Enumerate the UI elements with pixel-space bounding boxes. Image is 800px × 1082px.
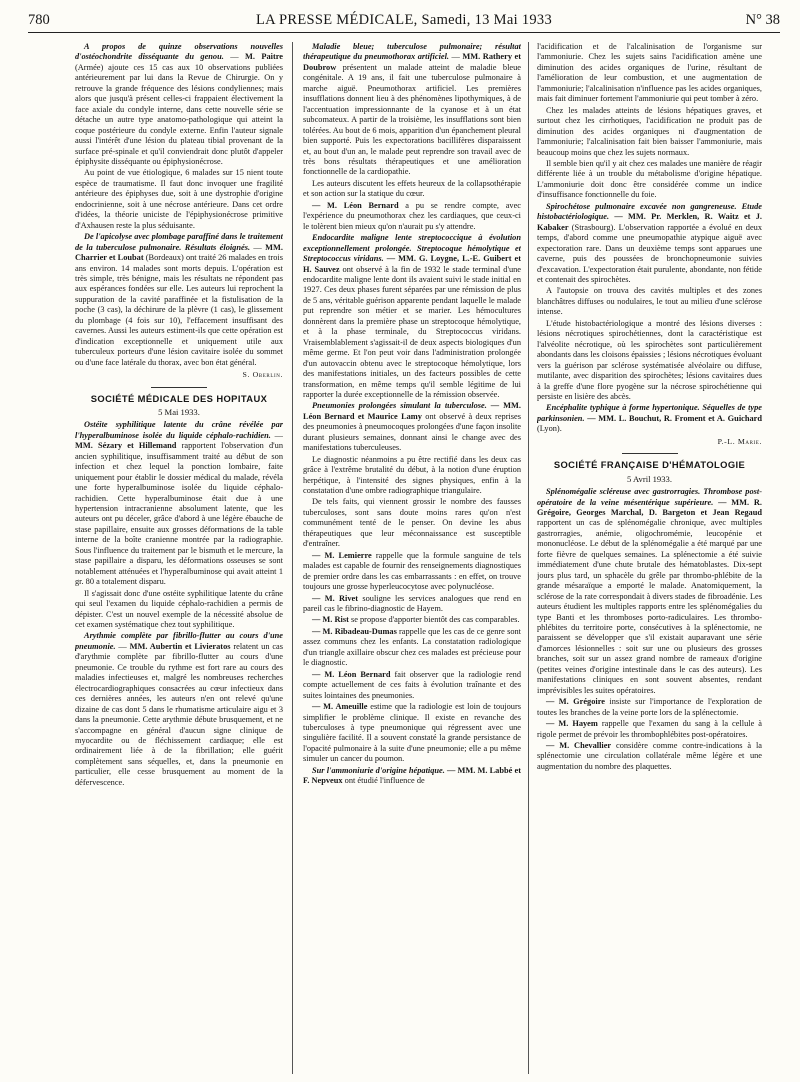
section-rule <box>622 453 678 454</box>
article-author: MM. Charrier et Loubat <box>75 242 283 263</box>
article-title: Splénomégalie scléreuse avec gastrorragies. Thrombose post-opératoire de la veine mésentérique supérieure. <box>537 487 762 507</box>
section-date: 5 Avril 1933. <box>627 473 672 484</box>
article-text: rapportent l'observation d'un ancien syphilitique, insuffisamment traité au début de son infection et chez lequel la ponction lombaire, faite uniquement pour établir le dossier médical du malade, révéla une forte hyperalbuminose isolée du liquide céphalo-rachidien. Cette hyperalbuminose était due à une hypertension intracranienne absolument latente, que les auteurs ont pu déceler, grâce d'abord à une légère ébauche de stase papillaire, ensuite aux grosses déformations de la table interne de la boîte cranienne montrée par la radiographie. Sous l'influence du traitement par le bismuth et le mercure, la stase papillaire a disparu, les déformations osseuses se sont notablement atténuées et l'hyperalbuminose qui avait atteint 1 gr. 80 a totalement disparu. <box>75 441 283 587</box>
article-paragraph: Arythmie complète par fibrillo-flutter au cours d'une pneumonie. — MM. Aubertin et Livieratos relatent un cas d'arythmie complète par fibrillo-flutter au cours d'une pneumonie. Ce trouble du rythme est fort rare au cours des maladies infectieuses et, malgré les nombreuses recherches électrocardiographiques consacrées au cœur infectieux dans ces dernières années, les auteurs n'en ont relevé qu'une dizaine de cas dont 5 dans le rhumatisme articulaire aigu et 3 dans la pneumonie. Cette arythmie débute brusquement, et ne s'accompagne en général d'aucun signe clinique de myocardite ou de fléchissement cardiaque; elle est ordinairement liée à de la fibrillation; elle guérit complètement sans séquelles, et, dans la pneumonie en particulier, elle cesse brusquement au moment de la défervescence. <box>75 631 283 787</box>
section-date: 5 Mai 1933. <box>158 406 200 417</box>
article-text: considère comme contre-indications à la splénectomie une circulation collatérale même légère et une augmentation du nombre des plaquettes. <box>537 741 762 771</box>
article-paragraph <box>537 202 762 286</box>
article-author: MM. Aubertin et Livieratos <box>129 641 231 651</box>
article-author: MM. Sézary et Hillemand <box>75 441 177 451</box>
article-text: souligne les services analogues que rend en pareil cas le fibrino-diagnostic de Hayem. <box>303 593 521 614</box>
column-divider-1 <box>292 42 293 1074</box>
article-text: estime que la radiologie est loin de toujours simplifier le problème clinique. Il existe en revanche des tuberculoses à type pneumonique qui régressent avec une singulière facilité. Il a souvent constaté la grande persistance de l'opacité pulmonaire à la suite d'une pneumonie; elle a pu même simuler un cancer du poumon. <box>303 702 521 764</box>
article-paragraph <box>303 594 521 615</box>
article-paragraph <box>303 766 521 787</box>
article-paragraph <box>303 615 521 625</box>
article-author: — MM. Pr. Merklen, R. Waitz et J. Kabaker <box>537 212 762 232</box>
article-paragraph: Le diagnostic néanmoins a pu être rectifié dans les deux cas grâce à l'extrême brutalité du début, à la notion d'une éruption herpétique, à l'intensité des signes physiques, enfin à la constatation d'une ombre radiographique triangulaire. <box>303 454 521 496</box>
article-text: ont observé à deux reprises des pneumonies à pneumocoques prolongées d'une façon insolite durant plusieurs semaines, donnant ainsi le change avec des manifestations tuberculeuses. <box>303 411 521 453</box>
article-author: — M. Hayem <box>546 719 598 729</box>
article-paragraph: Les auteurs discutent les effets heureux de la collapsothérapie et son action sur la statique du cœur. <box>303 178 521 199</box>
article-text: rapportent un cas de splénomégalie chronique, avec multiples gastrorragies, anémie, oligochromémie, leucopénie et mononucléose. Le début de la splénomégalie a été marqué par une forte fièvre de quelques semaines. La splénectomie a été suivie immédiatement d'une chute brutale des hématoblastes. Dix-sept jours plus tard, un sphacèle du grêle par thrombo-phlébite de la grande mésaraïque a emporté le malade. Anatomiquement, la sclérose de la rate correspondait à divers stades de fibroadénie. Les auteurs étudient les multiples rapports entre les splénomégalies du type Banti et les thromboses porto-radiculaires. Les thrombo-phlébites du territoire porte, consécutives à la splénectomie, ne paraissent se développer que s'il existait auparavant une série d'amorces lésionnelles : soit sur une ou plusieurs des grosses branches, soit sur un assez grand nombre de rameaux d'origine (petites veines d'origine intestinale dans le cas des auteurs). Les manifestations cliniques en sont souvent absentes, rendant imprévisibles les suites opératoires. <box>537 518 762 695</box>
article-author: — MM. G. Loygne, L.-E. Guibert et H. Sauvez <box>303 254 521 274</box>
section-rule <box>151 387 207 388</box>
article-paragraph: l'acidification et de l'alcalinisation de l'organisme sur l'ammoniurie. Chez les sujets sains l'acidification amène une diminution des acides organiques de l'urine, résultant de l'amélioration de leur combustion, et une augmentation de l'ammoniurie; l'alcalinisation n'influence pas les acides organiques, mais fait diminuer fortement l'ammoniurie qui peut tomber à zéro. <box>537 42 762 104</box>
article-paragraph: L'étude histobactériologique a montré des lésions diverses : lésions nécrotiques spirochétiennes, dont la caractéristique est l'alvéolite nécrotique, où les spirochètes sont particulièrement abondants dans les cloisons épaissies ; lésions nécrotiques évoluant vers la guérison par sclérose systématisée alvéolaire ou diffuse, mutilante, avec disparition des spirochètes; lésions cavitaires dues à la greffe d'une flore pyogène sur la nécrose spirochétienne qui persiste en lisière des abcès. <box>537 318 762 401</box>
article-author: — M. Grégoire <box>546 697 605 707</box>
article-title: De l'apicolyse avec plombage paraffiné dans le traitement de la tuberculose pulmonaire. Résultats éloignés. <box>75 232 283 252</box>
article-title: Spirochétose pulmonaire excavée non gangreneuse. Etude histobactériologique. <box>537 201 762 222</box>
article-paragraph <box>537 741 762 772</box>
article-title: Ostéite syphilitique latente du crâne révélée par l'hyperalbuminose isolée du liquide céphalo-rachidien. <box>75 420 283 440</box>
article-text: (Lyon). <box>537 424 562 434</box>
article-paragraph <box>303 551 521 593</box>
article-paragraph <box>537 487 762 696</box>
article-author: M. Paitre <box>245 52 283 62</box>
article-author: — M. Lemierre <box>312 550 372 560</box>
article-text: rappelle que l'examen du sang à la cellule à rigole permet de prévoir les thrombophlébites post-opératoires. <box>537 719 762 739</box>
article-author: — M. Chevallier <box>546 741 612 750</box>
article-paragraph: De tels faits, qui viennent grossir le nombre des fausses tuberculoses, sont sans doute moins rares qu'on n'est communément tenté de le penser. On devine les abus thérapeutiques que leur méconnaissance est susceptible d'entraîner. <box>303 497 521 549</box>
article-paragraph: Ostéite syphilitique latente du crâne révélée par l'hyperalbuminose isolée du liquide céphalo-rachidien. — MM. Sézary et Hillemand rapportent l'observation d'un ancien syphilitique, insuffisamment traité au début de son infection et chez lequel la ponction lombaire, faite uniquement pour établir le dossier médical du malade, révéla une forte hyperalbuminose isolée du liquide céphalo-rachidien. Cette hyperalbuminose était due à une hypertension intracranienne absolument latente, que les auteurs ont pu déceler, grâce d'abord à une légère ébauche de stase papillaire, ensuite aux grosses déformations de la table interne de la boîte cranienne montrée par la radiographie. Sous l'influence du traitement par le bismuth et le mercure, la stase papillaire a disparu, les déformations osseuses se sont notablement atténuées et l'hyperalbuminose qui avait atteint 1 gr. 80 a totalement disparu. <box>75 420 283 587</box>
column-divider-2 <box>528 42 529 1074</box>
article-text: (Bordeaux) ont traité 26 malades en trois ans environ. 14 malades sont morts depuis. L'opération est très simple, très bénigne, mais les résultats ne répondent pas aux espérances fondées sur elle. Les auteurs lui reprochent la suppuration de la cavité paraffinée et la fistulisation de la poche (3 cas), la déchirure de la plèvre (1 cas), le glissement du plombage (4 fois sur 10), l'effacement insuffisant des cavernes. Aussi les auteurs estiment-ils que cette opération est d'indication exceptionnelle et uniquement utile aux tuberculeux porteurs d'une lésion cavitaire isolée du sommet ou d'une face latérale du thorax, avec bon état général. <box>75 253 283 367</box>
article-author: — M. Léon Bernard <box>312 669 391 679</box>
article-paragraph: Maladie bleue; tuberculose pulmonaire; résultat thérapeutique du pneumothorax artificiel. — MM. Rathery et Doubrow présentent un malade atteint de maladie bleue congénitale. A 19 ans, il fait une tuberculose pulmonaire à marche aiguë. Pneumothorax artificiel. Les premières insufflations donnent lieu à des phénomènes lipothymiques, à de l'accentuation impressionnante de la cyanose et à un état subcomateux. A partir de la troisième, les insufflations sont bien tolérées. Au bout de 6 mois, apparition d'un épanchement pleural bien supporté. Puis les expectorations bacillifères disparaissent et, au bout d'un an, le malade peut reprendre son travail avec de très bons résultats thérapeutiques et une amélioration fonctionnelle de la cardiopathie. <box>303 42 521 177</box>
article-paragraph <box>303 627 521 669</box>
article-paragraph: A l'autopsie on trouva des cavités multiples et des zones blanchâtres diffuses ou nodulaires, le tout au milieu d'une sclérose intense. <box>537 286 762 317</box>
article-paragraph: De l'apicolyse avec plombage paraffiné dans le traitement de la tuberculose pulmonaire. Résultats éloignés. — MM. Charrier et Loubat (Bordeaux) ont traité 26 malades en trois ans environ. 14 malades sont morts depuis. L'opération est très simple, très bénigne, mais les résultats ne répondent pas aux espérances fondées sur elle. Les auteurs lui reprochent la suppuration de la cavité paraffinée et la fistulisation de la poche (3 cas), la déchirure de la plèvre (1 cas), le glissement du plombage (4 fois sur 10), l'effacement insuffisant des cavernes. Aussi les auteurs estiment-ils que cette opération est d'indication exceptionnelle et uniquement utile aux tuberculeux porteurs d'une lésion cavitaire isolée du sommet ou d'une face latérale du thorax, avec bon état général. <box>75 232 283 367</box>
column-1 <box>75 42 283 1074</box>
article-text: ont observé à la fin de 1932 le stade terminal d'une endocardite maligne lente dont ils avaient suivi le stade initial en 1927. Ces deux phases furent séparées par une rémission de plus de 5 ans, véritable guérison apparente pendant laquelle le malade put reprendre son métier et se marier. Les hémocultures donnèrent dans la première phase un streptocoque hémolytique, et à la phase terminale, du Streptococcus viridans. Vraisemblablement s'agissait-il de deux aspects biologiques d'un même germe. Et l'on peut voir dans l'administration prolongée d'un autovaccin obtenu avec le streptocoque hémolytique, lors des manifestations initiales, un des facteurs possibles de cette transformation, en même temps qu'il semble légitime de lui rapporter la durée exceptionnelle de la rémission observée. <box>303 264 521 399</box>
column-2 <box>303 42 521 1074</box>
article-author: — M. Ameuille <box>312 702 368 712</box>
article-title: Pneumonies prolongées simulant la tuberculose. <box>312 401 487 411</box>
article-author: — M. Rivet <box>312 593 359 603</box>
article-author: — MM. Léon Bernard et Maurice Lamy <box>303 401 521 421</box>
article-author: — M. Léon Bernard <box>312 200 399 210</box>
article-text: (Strasbourg). L'observation rapportée a évolué en deux temps, d'abord comme une pneumopathie atypique aiguë avec expectoration rare. Dans un deuxième temps sont apparues une caverne, puis des poussées de bronchopneumonie suivies d'excavation. L'expectoration était purulente, abondante, non fétide et contenait des spirochètes. <box>537 222 762 284</box>
article-title: Arythmie complète par fibrillo-flutter au cours d'une pneumonie. <box>75 631 283 651</box>
article-paragraph <box>303 233 521 400</box>
article-author: — MM. M. Labbé et F. Nepveux <box>303 765 521 786</box>
journal-title: LA PRESSE MÉDICALE, Samedi, 13 Mai 1933 <box>255 12 553 28</box>
article-text: rappelle que les cas de ce genre sont assez communs chez les enfants. La constatation radiologique d'un triangle axillaire obscur chez ces malades est précieuse pour le diagnostic. <box>303 626 521 668</box>
article-paragraph <box>537 697 762 718</box>
article-paragraph: A propos de quinze observations nouvelles d'ostéochondrite disséquante du genou. — M. Paitre (Armée) ajoute ces 15 cas aux 10 observations publiées antérieurement par lui dans la Revue de Chirurgie. On y retrouve la grande fréquence des lésions condyliennes; mais alors que jusqu'à présent celles-ci frappaient électivement la face axiale du condyle interne, dans cette nouvelle série se détache un autre type anatomo-pathologique qui atteint la coque postérieure du condyle externe. Enfin l'auteur signale aussi l'intérêt d'une lésion du plateau tibial provenant de la surface pré-spinale et qu'il conviendrait donc plutôt d'appeler épiphysite disséquante ou épiphysionécrose. <box>75 42 283 166</box>
article-text: ont étudié l'influence de <box>344 776 425 786</box>
article-paragraph <box>303 670 521 701</box>
article-text: (Armée) ajoute ces 15 cas aux 10 observations publiées antérieurement par lui dans la Revue de Chirurgie. On y retrouve la grande fréquence des lésions condyliennes; mais alors que jusqu'à présent celles-ci frappaient électivement la face axiale du condyle interne, dans cette nouvelle série se détache un autre type anatomo-pathologique qui atteint la coque postérieure du condyle externe. Enfin l'auteur signale aussi l'intérêt d'une lésion du plateau tibial provenant de la surface pré-spinale et qu'il conviendrait donc plutôt d'appeler épiphysite disséquante ou épiphysionécrose. <box>75 62 283 166</box>
article-paragraph: Au point de vue étiologique, 6 malades sur 15 nient toute espèce de traumatisme. Il faut donc invoquer une fragilité antérieure des épiphyses due, soit à une dystrophie d'origine endocrinienne, soit à une nécrose antérieure. Dans cet ordre d'idées, la théorie uniciste de l'épiphysionécrose primitive d'Axhausen reste la plus séduisante. <box>75 168 283 230</box>
article-paragraph <box>303 401 521 453</box>
article-title: Sur l'ammoniurie d'origine hépatique. <box>312 765 445 775</box>
column-3 <box>537 42 762 1074</box>
section-heading: SOCIÉTÉ FRANÇAISE D'HÉMATOLOGIE <box>553 459 746 471</box>
signature: P.-L. Marie. <box>717 436 762 446</box>
article-paragraph: Chez les malades atteints de lésions hépatiques graves, et surtout chez les cirrhotiques, l'acidification ne produit pas de diminution des acides organiques ni d'augmentation de l'ammoniurie; l'alcalinisation fait bien baisser l'ammoniurie, mais beaucoup moins que chez les sujets normaux. <box>537 105 762 157</box>
article-text: relatent un cas d'arythmie complète par fibrillo-flutter au cours d'une pneumonie. Ce trouble du rythme est fort rare au cours des maladies infectieuses et, malgré les nombreuses recherches électrocardiographiques consacrées au cœur infectieux dans ces dernières années, les auteurs n'en ont relevé qu'une dizaine de cas dont 5 dans le rhumatisme articulaire aigu et 3 dans la pneumonie. Cette arythmie débute brusquement, et ne s'accompagne en général d'aucun signe clinique de myocardite ou de fléchissement cardiaque; elle est ordinairement liée à de la fibrillation; elle guérit complètement sans séquelles, et, dans la pneumonie en particulier, elle cesse brusquement au moment de la défervescence. <box>75 641 283 787</box>
article-paragraph: Il semble bien qu'il y ait chez ces malades une manière de réagir différente liée à un trouble du métabolisme d'origine hépatique. L'ammoniurie doit donc être considérée comme un indice d'insuffisance fonctionnelle du foie. <box>537 158 762 200</box>
article-paragraph <box>303 702 521 765</box>
article-text: insiste sur l'importance de l'exploration de toutes les branches de la veine porte lors de la splénectomie. <box>537 697 762 717</box>
article-text: a pu se rendre compte, avec l'expérience du pneumothorax chez les cardiaques, que ceux-ci le tolèrent bien mieux qu'on n'aurait pu s'y attendre. <box>303 200 521 231</box>
issue-number: N° 38 <box>745 12 780 28</box>
page-header <box>28 10 780 33</box>
page-number: 780 <box>28 12 50 28</box>
article-author: — MM. L. Bouchut, R. Froment et A. Guichard <box>587 413 762 423</box>
article-author: MM. Rathery et Doubrow <box>303 52 521 72</box>
article-title: Maladie bleue; tuberculose pulmonaire; résultat thérapeutique du pneumothorax artificiel. <box>303 42 521 62</box>
article-paragraph <box>537 719 762 740</box>
article-text: présentent un malade atteint de maladie bleue congénitale. A 19 ans, il fait une tuberculose pulmonaire à marche aiguë. Pneumothorax artificiel. Les premières insufflations donnent lieu à des phénomènes lipothymiques, à de l'accentuation impressionnante de la cyanose et à un état subcomateux. A partir de la troisième, les insufflations sont bien tolérées. Au bout de 6 mois, apparition d'un épanchement pleural bien supporté. Puis les expectorations bacillifères disparaissent et, au bout d'un an, le malade peut reprendre son travail avec de très bons résultats thérapeutiques et une amélioration fonctionnelle de la cardiopathie. <box>303 62 521 177</box>
article-author: — M. Ribadeau-Dumas <box>312 626 397 636</box>
signature: S. Oberlin. <box>242 370 283 380</box>
section-heading: SOCIÉTÉ MÉDICALE DES HOPITAUX <box>90 392 268 404</box>
article-text: rappelle que la formule sanguine de tels malades est capable de fournir des renseignements diagnostiques de premier ordre dans les cas embarrassants : en effet, on trouve toujours une grosse hyperleucocytose avec polynucléose. <box>303 550 521 592</box>
article-text: se propose d'apporter bientôt des cas comparables. <box>350 615 520 625</box>
article-paragraph <box>537 403 762 434</box>
article-paragraph <box>303 201 521 232</box>
article-title: A propos de quinze observations nouvelles d'ostéochondrite disséquante du genou. <box>75 42 283 62</box>
article-title: Endocardite maligne lente streptococcique à évolution exceptionnellement prolongée. Streptocoque hémolytique et Streptococcus viridans. <box>303 233 521 264</box>
article-author: — M. Rist <box>312 615 349 625</box>
article-title: Encéphalite typhique à forme hypertonique. Séquelles de type parkinsonien. <box>537 403 762 423</box>
article-text: fait observer que la radiologie rend compte actuellement de ces faits à évolution traînante et des suites lointaines des pneumonies. <box>303 669 521 700</box>
article-author: — MM. R. Grégoire, Georges Marchal, D. Bargeton et Jean Regaud <box>537 497 762 518</box>
article-paragraph: Il s'agissait donc d'une ostéite syphilitique latente du crâne qui seul l'examen du liquide céphalo-rachidien a permis de dépister. C'est un nouvel exemple de la nécessité absolue de cet examen systématique chez tout syphilitique. <box>75 588 283 630</box>
